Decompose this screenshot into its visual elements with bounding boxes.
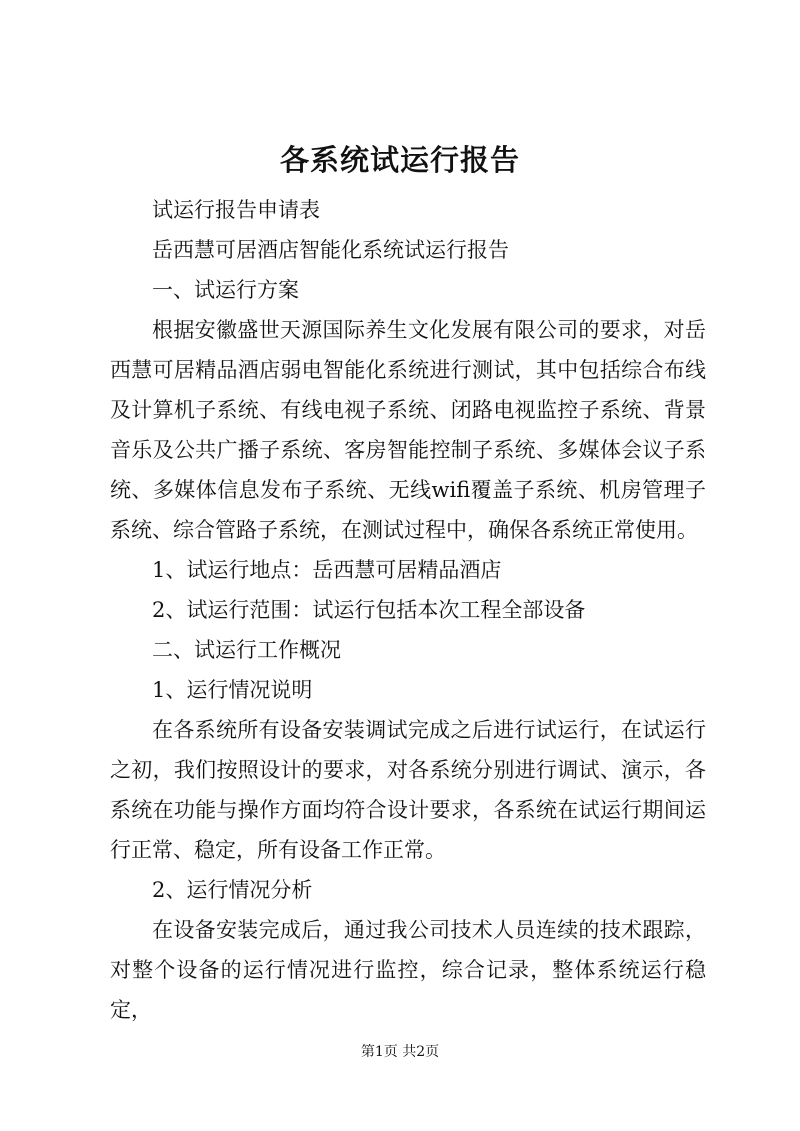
heading-trial-plan: 一、试运行方案 — [152, 278, 299, 302]
paragraph-report-name: 岳西慧可居酒店智能化系统试运行报告 — [152, 238, 509, 262]
page-footer: 第1页 共2页 — [360, 1044, 440, 1060]
document-body — [110, 190, 706, 1030]
heading-operation-analysis: 2、运行情况分析 — [152, 878, 313, 902]
paragraph-operation-description: 在各系统所有设备安装调试完成之后进行试运行，在试运行之初，我们按照设计的要求，对各系统分别进行调试、演示，各系统在功能与操作方面均符合设计要求，各系统在试运行期间运行正常、稳定，所有设备工作正常。 — [110, 718, 706, 862]
document-title: 各系统试运行报告 — [279, 143, 520, 177]
heading-work-overview: 二、试运行工作概况 — [152, 638, 341, 662]
paragraph-operation-analysis: 在设备安装完成后，通过我公司技术人员连续的技术跟踪，对整个设备的运行情况进行监控，综合记录，整体系统运行稳定， — [110, 918, 706, 1022]
heading-operation-description: 1、运行情况说明 — [152, 678, 313, 702]
paragraph-plan-description: 根据安徽盛世天源国际养生文化发展有限公司的要求，对岳西慧可居精品酒店弱电智能化系统进行测试，其中包括综合布线及计算机子系统、有线电视子系统、闭路电视监控子系统、背景音乐及公共广播子系统、客房智能控制子系统、多媒体会议子系统、多媒体信息发布子系统、无线wifi覆盖子系统、机房管理子系统、综合管路子系统，在测试过程中，确保各系统正常使用。 — [110, 318, 706, 542]
paragraph-trial-scope: 2、试运行范围：试运行包括本次工程全部设备 — [152, 598, 586, 622]
paragraph-trial-location: 1、试运行地点：岳西慧可居精品酒店 — [152, 558, 502, 582]
paragraph-application-form: 试运行报告申请表 — [152, 198, 320, 222]
